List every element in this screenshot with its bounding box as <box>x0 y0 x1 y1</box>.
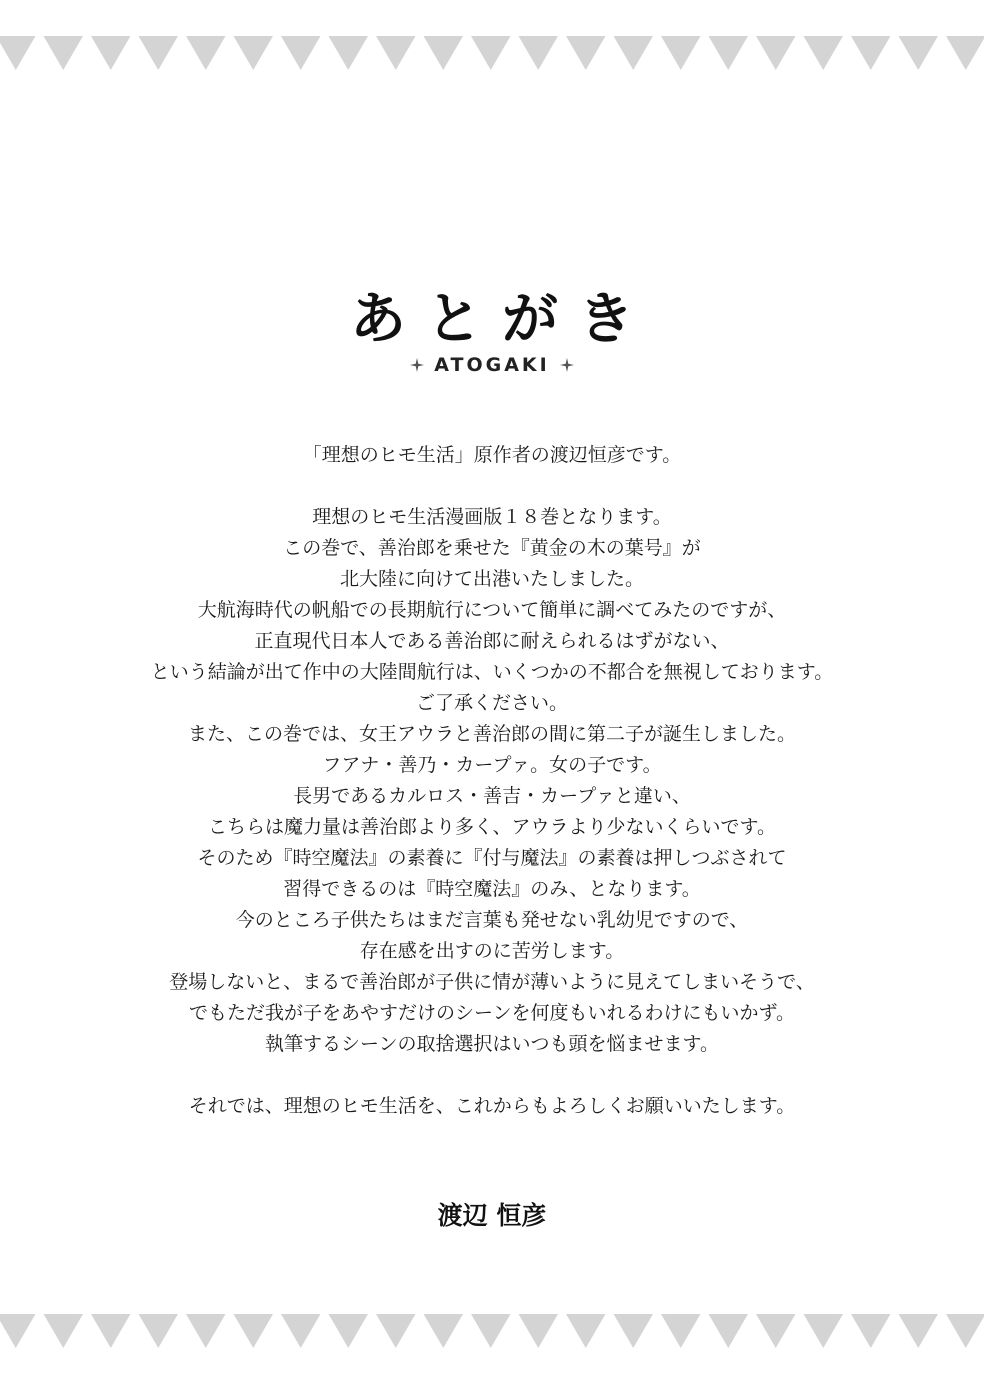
border-triangle <box>614 36 654 70</box>
border-triangle <box>234 1314 274 1348</box>
text-line: それでは、理想のヒモ生活を、これからもよろしくお願いいたします。 <box>188 1095 796 1117</box>
afterword-header <box>0 288 984 376</box>
text-line: 今のところ子供たちはまだ言葉も発せない乳幼児ですので、 <box>235 909 749 931</box>
text-line: 登場しないと、まるで善治郎が子供に情が薄いように見えてしまいそうで、 <box>169 971 815 993</box>
border-triangle <box>186 36 226 70</box>
border-triangle <box>804 36 844 70</box>
border-triangle <box>519 36 559 70</box>
text-line: 正直現代日本人である善治郎に耐えられるはずがない、 <box>254 630 730 652</box>
border-triangle <box>519 1314 559 1348</box>
border-triangle <box>471 1314 511 1348</box>
border-triangle <box>139 36 179 70</box>
border-triangle <box>756 1314 796 1348</box>
sparkle-icon <box>410 358 424 372</box>
border-triangle <box>851 36 891 70</box>
text-line: 執筆するシーンの取捨選択はいつも頭を悩ませます。 <box>264 1033 720 1055</box>
text-line: そのため『時空魔法』の素養に『付与魔法』の素養は押しつぶされて <box>197 847 787 869</box>
border-triangle <box>0 36 36 70</box>
border-triangle <box>566 1314 606 1348</box>
border-triangle <box>424 36 464 70</box>
border-triangle <box>566 36 606 70</box>
text-line: 習得できるのは『時空魔法』のみ、となります。 <box>283 878 701 900</box>
page-subtitle: ATOGAKI <box>434 354 550 376</box>
text-line: また、この巻では、女王アウラと善治郎の間に第二子が誕生しました。 <box>187 723 796 745</box>
page-title: あとがき <box>350 287 654 352</box>
border-triangle <box>899 1314 939 1348</box>
text-line: ご了承ください。 <box>415 692 568 714</box>
paragraph-gap <box>0 471 984 502</box>
border-triangle <box>281 1314 321 1348</box>
text-line: 北大陸に向けて出港いたしました。 <box>339 568 644 590</box>
border-triangle <box>851 1314 891 1348</box>
border-triangle <box>946 36 984 70</box>
subtitle-row <box>0 354 984 376</box>
border-triangle <box>91 36 131 70</box>
border-triangle <box>614 1314 654 1348</box>
border-triangle <box>946 1314 984 1348</box>
border-triangle <box>281 36 321 70</box>
border-triangle <box>329 36 369 70</box>
text-line: この巻で、善治郎を乗せた『黄金の木の葉号』が <box>283 537 701 559</box>
border-triangle <box>376 36 416 70</box>
bottom-triangle-border <box>0 1300 984 1362</box>
border-triangle <box>709 36 749 70</box>
border-triangle <box>234 36 274 70</box>
text-line: 存在感を出すのに苦労します。 <box>359 940 625 962</box>
afterword-body <box>0 440 984 1122</box>
border-triangle <box>424 1314 464 1348</box>
border-triangle <box>91 1314 131 1348</box>
sparkle-icon <box>560 358 574 372</box>
text-line: 理想のヒモ生活漫画版１８巻となります。 <box>312 506 672 528</box>
border-triangle <box>804 1314 844 1348</box>
text-line: フアナ・善乃・カープァ。女の子です。 <box>322 754 662 776</box>
text-line: 長男であるカルロス・善吉・カープァと違い、 <box>293 785 691 807</box>
text-line: 「理想のヒモ生活」原作者の渡辺恒彦です。 <box>302 444 682 466</box>
text-line: こちらは魔力量は善治郎より多く、アウラより少ないくらいです。 <box>207 816 777 838</box>
border-triangle <box>376 1314 416 1348</box>
border-triangle <box>329 1314 369 1348</box>
border-triangle <box>471 36 511 70</box>
paragraph-gap <box>0 1060 984 1091</box>
border-triangle <box>0 1314 36 1348</box>
border-triangle <box>44 1314 84 1348</box>
border-triangle <box>756 36 796 70</box>
author-signature: 渡辺 恒彦 <box>437 1201 547 1230</box>
border-triangle <box>186 1314 226 1348</box>
border-triangle <box>709 1314 749 1348</box>
text-line: という結論が出て作中の大陸間航行は、いくつかの不都合を無視しております。 <box>150 661 834 683</box>
border-triangle <box>139 1314 179 1348</box>
text-line: でもただ我が子をあやすだけのシーンを何度もいれるわけにもいかず。 <box>188 1002 796 1024</box>
border-triangle <box>44 36 84 70</box>
border-triangle <box>661 36 701 70</box>
text-line: 大航海時代の帆船での長期航行について簡単に調べてみたのですが、 <box>197 599 787 621</box>
top-triangle-border <box>0 22 984 84</box>
border-triangle <box>899 36 939 70</box>
border-triangle <box>661 1314 701 1348</box>
